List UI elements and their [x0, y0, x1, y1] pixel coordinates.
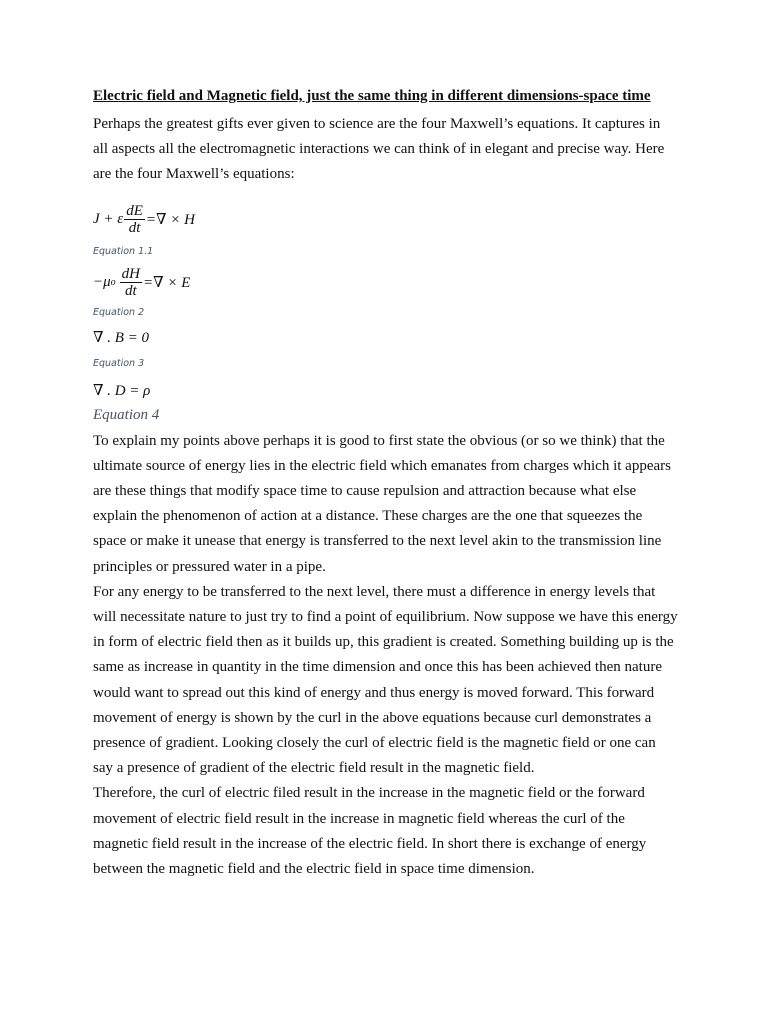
equation-2-numerator: dH: [121, 266, 140, 283]
equation-2-subscript: o: [110, 277, 116, 289]
equation-3: [93, 328, 678, 348]
equation-1-suffix: =∇ × H: [145, 212, 195, 229]
intro-paragraph: Perhaps the greatest gifts ever given to science are the four Maxwell’s equations. It captures in all aspects all the electromagnetic interactions we can think of in elegant and precise way. Here are the four Maxwell’s equations:: [93, 116, 665, 183]
equation-1: [93, 202, 678, 238]
equation-2-caption: Equation 2: [93, 306, 145, 318]
equation-2-denominator: dt: [124, 283, 137, 300]
equation-3-expression: ∇ . B = 0: [93, 330, 150, 347]
body-paragraph-3: Therefore, the curl of electric filed result in the increase in the magnetic field or the forward movement of electric field result in the increase in magnetic field whereas the curl of the magnetic field result in the increase of the electric field. In short there is exchange of energy between the magnetic field and the electric field in space time dimension.: [93, 785, 647, 878]
equation-2: [93, 265, 678, 301]
equation-4: [93, 381, 678, 401]
equation-1-fraction: [124, 203, 145, 236]
equation-3-caption: Equation 3: [93, 357, 145, 369]
equation-2-prefix: −μ: [93, 274, 111, 291]
equation-4-caption: Equation 4: [93, 406, 160, 423]
document-title: Electric field and Magnetic field, just the same thing in different dimensions-space time: [93, 88, 651, 104]
equation-4-expression: ∇ . D = ρ: [93, 383, 151, 400]
document-page: [93, 86, 678, 882]
equation-1-caption: Equation 1.1: [93, 245, 154, 257]
equation-1-numerator: dE: [126, 203, 143, 220]
equation-2-suffix: =∇ × E: [143, 275, 191, 292]
body-paragraph-2: For any energy to be transferred to the next level, there must a difference in energy levels that will necessitate nature to just try to find a point of equilibrium. Now suppose we have this energy in form of electric field then as it builds up, this gradient is created. Something building up is the same as increase in quantity in the time dimension and once this has been achieved then nature would want to spread out this kind of energy and thus energy is moved forward. This forward movement of energy is shown by the curl in the above equations because curl demonstrates a presence of gradient. Looking closely the curl of electric field is the magnetic field or one can say a presence of gradient of the electric field result in the magnetic field.: [93, 583, 678, 777]
equation-1-prefix: J + ε: [93, 211, 124, 228]
equation-2-fraction: [120, 266, 142, 299]
equation-1-denominator: dt: [128, 220, 141, 237]
body-paragraph-1: To explain my points above perhaps it is good to first state the obvious (or so we think) that the ultimate source of energy lies in the electric field which emanates from charges which it appears are these things that modify space time to cause repulsion and attraction because what else explain the phenomenon of action at a distance. These charges are the one that squeezes the space or make it unease that energy is transferred to the next level akin to the transmission line principles or pressured water in a pipe.: [93, 432, 671, 575]
